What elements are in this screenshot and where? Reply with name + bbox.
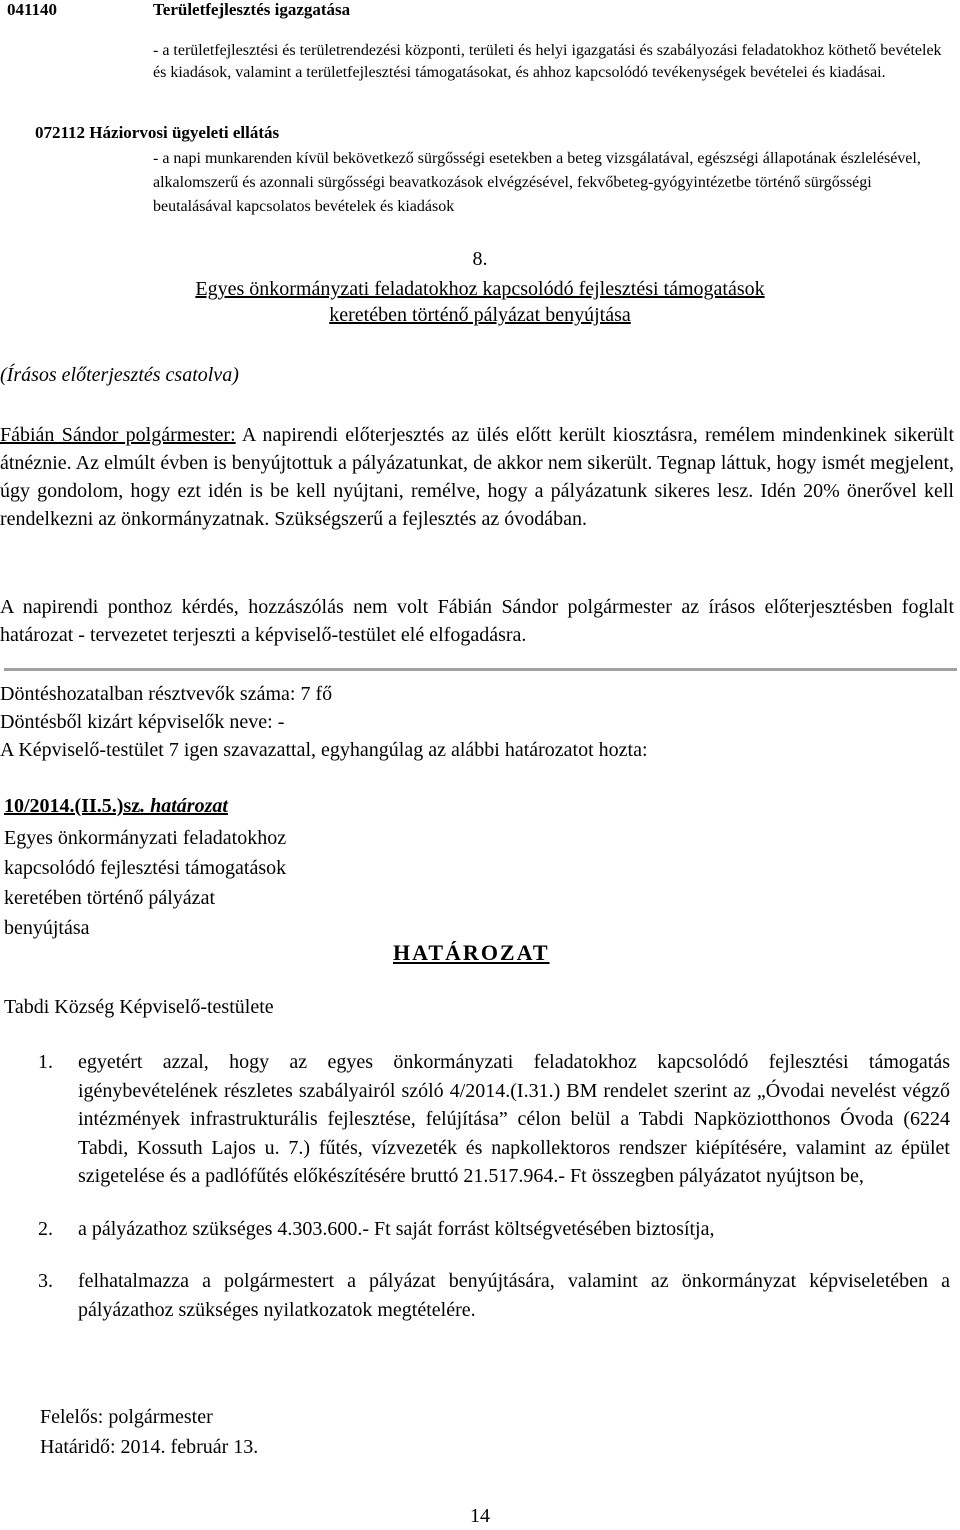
decision-item-text: felhatalmazza a polgármestert a pályázat benyújtására, valamint az önkormányzat képviseletében a pályázathoz szükséges nyilatkozatok megtételére.	[78, 1270, 950, 1321]
vote-result: A Képviselő-testület 7 igen szavazattal, egyhangúlag az alábbi határozatot hozta:	[0, 739, 648, 761]
section-description: - a területfejlesztési és területrendezési központi, területi és helyi igazgatási és szabályozási feladatokhoz köthető bevételek és kiadások, valamint a területfejlesztési támogatásokat, és ahhoz kapcsolódó tevékenységek bevételei és kiadásai.	[153, 42, 942, 81]
decision-item-text: a pályázathoz szükséges 4.303.600.- Ft saját forrást költségvetésében biztosítja,	[78, 1217, 715, 1240]
decision-item-number: 1.	[38, 1051, 53, 1073]
vote-block	[0, 680, 648, 764]
decision-subject	[4, 823, 364, 943]
decision-number-code: 10/2014.(II.5.)sz	[4, 795, 141, 817]
section-title: 072112 Háziorvosi ügyeleti ellátás	[35, 123, 280, 142]
decision-heading: HATÁROZAT	[393, 940, 550, 965]
agenda-title	[0, 276, 960, 328]
speech-paragraph	[0, 421, 954, 533]
decision-number-label: . határozat	[140, 795, 228, 817]
page-number: 14	[470, 1505, 490, 1527]
decision-item	[0, 1048, 950, 1191]
vote-participants: Döntéshozatalban résztvevők száma: 7 fő	[0, 683, 333, 705]
divider	[4, 668, 957, 671]
vote-excluded: Döntésből kizárt képviselők neve: -	[0, 711, 285, 733]
responsible-person: Felelős: polgármester	[40, 1406, 213, 1428]
decision-subject-line: kapcsolódó fejlesztési támogatások	[4, 857, 287, 879]
decision-item	[0, 1267, 950, 1324]
attachment-note: (Írásos előterjesztés csatolva)	[0, 364, 239, 386]
decision-item-number: 3.	[38, 1270, 53, 1292]
decision-number	[4, 795, 228, 818]
responsibility-block	[40, 1402, 258, 1462]
decision-subject-line: keretében történő pályázat	[4, 887, 215, 909]
speaker-name: Fábián Sándor polgármester:	[0, 424, 236, 446]
decision-item-number: 2.	[38, 1217, 53, 1240]
decision-subject-line: Egyes önkormányzati feladatokhoz	[4, 827, 287, 849]
decision-subject-line: benyújtása	[4, 917, 90, 939]
agenda-title-line: keretében történő pályázat benyújtása	[329, 304, 631, 326]
section-description: - a napi munkarenden kívül bekövetkező sürgősségi esetekben a beteg vizsgálatával, egészségi állapotának észlelésével, alkalomszerű és azonnali sürgősségi beavatkozások elvégzésével, fekvőbeteg-gyógyintézetbe történő sürgősségi beutalásával kapcsolatos bevételek és kiadások	[153, 150, 921, 215]
decision-item-text: egyetért azzal, hogy az egyes önkormányzati feladatokhoz kapcsolódó fejlesztési támogatás igénybevételének részletes szabályairól szóló 4/2014.(I.31.) BM rendelet szerint az „Óvodai nevelést végző intézmények infrastrukturális fejlesztése, felújítása” célon belül a Tabdi Napköziotthonos Óvoda (6224 Tabdi, Kossuth Lajos u. 7.) fűtés, vízvezeték és napkollektoros rendszer kiépítésére, valamint az épület szigetelése és a padlófűtés előkészítésére bruttó 21.517.964.- Ft összegben pályázatot nyújtson be,	[78, 1051, 950, 1187]
decision-item	[0, 1215, 950, 1244]
agenda-title-line: Egyes önkormányzati feladatokhoz kapcsolódó fejlesztési támogatások	[195, 278, 765, 300]
speech-text: A napirendi előterjesztés az ülés előtt került kiosztásra, remélem mindenkinek sikerült átnéznie. Az elmúlt évben is benyújtottuk a pályázatunkat, de akkor nem sikerült. Tegnap láttuk, hogy ismét megjelent, úgy gondolom, hogy ezt idén is be kell nyújtani, remélve, hogy a pályázatunk sikeres lesz. Idén 20% önerővel kell rendelkezni az önkormányzatnak. Szükségszerű a fejlesztés az óvodában.	[0, 424, 954, 530]
council-name: Tabdi Község Képviselő-testülete	[4, 996, 274, 1018]
agenda-number: 8.	[472, 248, 488, 270]
section-title: Területfejlesztés igazgatása	[153, 0, 351, 19]
summary-paragraph: A napirendi ponthoz kérdés, hozzászólás nem volt Fábián Sándor polgármester az írásos előterjesztésben foglalt határozat - tervezetet terjeszti a képviselő-testület elé elfogadásra.	[0, 596, 954, 646]
deadline: Határidő: 2014. február 13.	[40, 1436, 259, 1458]
decision-items	[0, 1048, 950, 1348]
section-code: 041140	[7, 0, 58, 19]
